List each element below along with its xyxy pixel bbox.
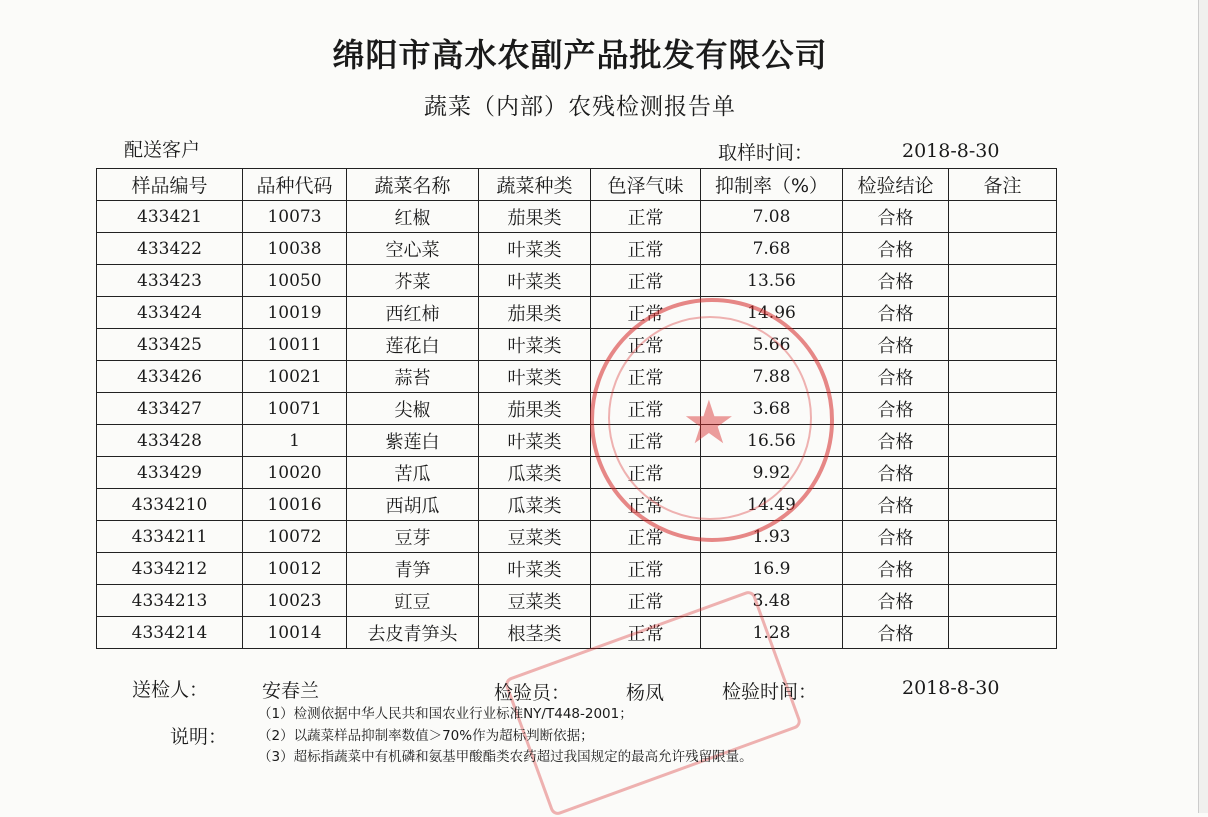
table-row bbox=[97, 489, 1057, 521]
table-row bbox=[97, 329, 1057, 361]
remarks-cell bbox=[949, 201, 1057, 233]
conclusion-cell: 合格 bbox=[843, 233, 949, 265]
sample-id-cell: 4334212 bbox=[97, 553, 243, 585]
conclusion-cell: 合格 bbox=[843, 265, 949, 297]
inhibition-rate-cell: 7.68 bbox=[701, 233, 843, 265]
remarks-cell bbox=[949, 585, 1057, 617]
variety-code-cell: 10012 bbox=[243, 553, 347, 585]
inhibition-rate-cell: 16.56 bbox=[701, 425, 843, 457]
inhibition-rate-cell: 14.96 bbox=[701, 297, 843, 329]
vegetable-type-cell: 豆菜类 bbox=[479, 585, 591, 617]
table-row bbox=[97, 297, 1057, 329]
report-subtitle: 蔬菜（内部）农残检测报告单 bbox=[424, 94, 736, 120]
note-line: （2）以蔬菜样品抑制率数值＞70%作为超标判断依据； bbox=[258, 728, 594, 744]
vegetable-type-cell: 茄果类 bbox=[479, 393, 591, 425]
sample-id-cell: 433424 bbox=[97, 297, 243, 329]
color-odor-cell: 正常 bbox=[591, 393, 701, 425]
remarks-cell bbox=[949, 425, 1057, 457]
table-row bbox=[97, 233, 1057, 265]
variety-code-cell: 10023 bbox=[243, 585, 347, 617]
variety-code-cell: 10073 bbox=[243, 201, 347, 233]
color-odor-cell: 正常 bbox=[591, 521, 701, 553]
vegetable-type-cell: 叶菜类 bbox=[479, 425, 591, 457]
vegetable-type-cell: 瓜菜类 bbox=[479, 489, 591, 521]
table-row bbox=[97, 617, 1057, 649]
conclusion-cell: 合格 bbox=[843, 521, 949, 553]
variety-code-cell: 10019 bbox=[243, 297, 347, 329]
variety-code-cell: 10014 bbox=[243, 617, 347, 649]
sample-time-value: 2018-8-30 bbox=[902, 140, 1000, 162]
inhibition-rate-cell: 9.92 bbox=[701, 457, 843, 489]
column-header-variety-code: 品种代码 bbox=[243, 169, 347, 201]
sample-id-cell: 433429 bbox=[97, 457, 243, 489]
conclusion-cell: 合格 bbox=[843, 489, 949, 521]
table-row bbox=[97, 425, 1057, 457]
color-odor-cell: 正常 bbox=[591, 201, 701, 233]
check-time-label: 检验时间： bbox=[722, 681, 818, 703]
color-odor-cell: 正常 bbox=[591, 233, 701, 265]
sample-id-cell: 433425 bbox=[97, 329, 243, 361]
vegetable-name-cell: 尖椒 bbox=[347, 393, 479, 425]
variety-code-cell: 10072 bbox=[243, 521, 347, 553]
inhibition-rate-cell: 14.49 bbox=[701, 489, 843, 521]
inspection-table bbox=[96, 168, 1057, 649]
column-header-inhibition-rate: 抑制率（%） bbox=[701, 169, 843, 201]
conclusion-cell: 合格 bbox=[843, 393, 949, 425]
vegetable-type-cell: 茄果类 bbox=[479, 297, 591, 329]
remarks-cell bbox=[949, 361, 1057, 393]
customer-label: 配送客户 bbox=[124, 139, 201, 161]
table-header-row bbox=[97, 169, 1057, 201]
sample-id-cell: 4334211 bbox=[97, 521, 243, 553]
vegetable-name-cell: 去皮青笋头 bbox=[347, 617, 479, 649]
sample-id-cell: 433422 bbox=[97, 233, 243, 265]
variety-code-cell: 1 bbox=[243, 425, 347, 457]
sample-id-cell: 433428 bbox=[97, 425, 243, 457]
remarks-cell bbox=[949, 553, 1057, 585]
vegetable-type-cell: 叶菜类 bbox=[479, 361, 591, 393]
vegetable-name-cell: 蒜苔 bbox=[347, 361, 479, 393]
vegetable-name-cell: 西红柿 bbox=[347, 297, 479, 329]
variety-code-cell: 10011 bbox=[243, 329, 347, 361]
remarks-cell bbox=[949, 297, 1057, 329]
conclusion-cell: 合格 bbox=[843, 553, 949, 585]
color-odor-cell: 正常 bbox=[591, 585, 701, 617]
color-odor-cell: 正常 bbox=[591, 489, 701, 521]
sample-id-cell: 4334213 bbox=[97, 585, 243, 617]
column-header-conclusion: 检验结论 bbox=[843, 169, 949, 201]
remarks-cell bbox=[949, 393, 1057, 425]
vegetable-type-cell: 叶菜类 bbox=[479, 329, 591, 361]
vegetable-name-cell: 芥菜 bbox=[347, 265, 479, 297]
vegetable-name-cell: 紫莲白 bbox=[347, 425, 479, 457]
column-header-vegetable-type: 蔬菜种类 bbox=[479, 169, 591, 201]
column-header-sample-id: 样品编号 bbox=[97, 169, 243, 201]
conclusion-cell: 合格 bbox=[843, 297, 949, 329]
note-line: （1）检测依据中华人民共和国农业行业标准NY/T448-2001； bbox=[258, 706, 633, 722]
inhibition-rate-cell: 16.9 bbox=[701, 553, 843, 585]
inhibition-rate-cell: 7.88 bbox=[701, 361, 843, 393]
conclusion-cell: 合格 bbox=[843, 425, 949, 457]
sample-id-cell: 433426 bbox=[97, 361, 243, 393]
conclusion-cell: 合格 bbox=[843, 617, 949, 649]
remarks-cell bbox=[949, 521, 1057, 553]
sample-id-cell: 433421 bbox=[97, 201, 243, 233]
note-line: （3）超标指蔬菜中有机磷和氨基甲酸酯类农药超过我国规定的最高允许残留限量。 bbox=[258, 749, 753, 765]
variety-code-cell: 10038 bbox=[243, 233, 347, 265]
color-odor-cell: 正常 bbox=[591, 457, 701, 489]
sample-id-cell: 433427 bbox=[97, 393, 243, 425]
color-odor-cell: 正常 bbox=[591, 361, 701, 393]
vegetable-name-cell: 青笋 bbox=[347, 553, 479, 585]
color-odor-cell: 正常 bbox=[591, 425, 701, 457]
vegetable-name-cell: 西胡瓜 bbox=[347, 489, 479, 521]
vegetable-name-cell: 莲花白 bbox=[347, 329, 479, 361]
conclusion-cell: 合格 bbox=[843, 585, 949, 617]
sample-id-cell: 433423 bbox=[97, 265, 243, 297]
variety-code-cell: 10050 bbox=[243, 265, 347, 297]
remarks-cell bbox=[949, 489, 1057, 521]
vegetable-type-cell: 叶菜类 bbox=[479, 553, 591, 585]
inhibition-rate-cell: 3.48 bbox=[701, 585, 843, 617]
color-odor-cell: 正常 bbox=[591, 553, 701, 585]
column-header-remarks: 备注 bbox=[949, 169, 1057, 201]
color-odor-cell: 正常 bbox=[591, 297, 701, 329]
table-row bbox=[97, 265, 1057, 297]
table-row bbox=[97, 361, 1057, 393]
vegetable-type-cell: 叶菜类 bbox=[479, 233, 591, 265]
inhibition-rate-cell: 3.68 bbox=[701, 393, 843, 425]
vegetable-type-cell: 豆菜类 bbox=[479, 521, 591, 553]
table-row bbox=[97, 553, 1057, 585]
conclusion-cell: 合格 bbox=[843, 329, 949, 361]
vegetable-name-cell: 苦瓜 bbox=[347, 457, 479, 489]
inhibition-rate-cell: 1.28 bbox=[701, 617, 843, 649]
table-row bbox=[97, 393, 1057, 425]
inhibition-rate-cell: 1.93 bbox=[701, 521, 843, 553]
company-title: 绵阳市高水农副产品批发有限公司 bbox=[332, 36, 828, 74]
remarks-cell bbox=[949, 329, 1057, 361]
table-row bbox=[97, 457, 1057, 489]
variety-code-cell: 10016 bbox=[243, 489, 347, 521]
conclusion-cell: 合格 bbox=[843, 361, 949, 393]
vegetable-name-cell: 豆芽 bbox=[347, 521, 479, 553]
vegetable-type-cell: 叶菜类 bbox=[479, 265, 591, 297]
checker-label: 检验员： bbox=[494, 682, 571, 704]
inhibition-rate-cell: 13.56 bbox=[701, 265, 843, 297]
vegetable-type-cell: 茄果类 bbox=[479, 201, 591, 233]
remarks-cell bbox=[949, 457, 1057, 489]
sample-id-cell: 4334210 bbox=[97, 489, 243, 521]
sample-time-label: 取样时间： bbox=[718, 142, 814, 164]
color-odor-cell: 正常 bbox=[591, 617, 701, 649]
variety-code-cell: 10071 bbox=[243, 393, 347, 425]
variety-code-cell: 10021 bbox=[243, 361, 347, 393]
color-odor-cell: 正常 bbox=[591, 329, 701, 361]
table-row bbox=[97, 521, 1057, 553]
check-time-value: 2018-8-30 bbox=[902, 677, 1000, 699]
vegetable-type-cell: 瓜菜类 bbox=[479, 457, 591, 489]
color-odor-cell: 正常 bbox=[591, 265, 701, 297]
variety-code-cell: 10020 bbox=[243, 457, 347, 489]
conclusion-cell: 合格 bbox=[843, 201, 949, 233]
inspector-name: 安春兰 bbox=[262, 680, 320, 702]
column-header-color-odor: 色泽气味 bbox=[591, 169, 701, 201]
vegetable-type-cell: 根茎类 bbox=[479, 617, 591, 649]
column-header-vegetable-name: 蔬菜名称 bbox=[347, 169, 479, 201]
table-row bbox=[97, 585, 1057, 617]
remarks-cell bbox=[949, 265, 1057, 297]
inspector-label: 送检人： bbox=[132, 679, 209, 701]
vegetable-name-cell: 红椒 bbox=[347, 201, 479, 233]
remarks-cell bbox=[949, 617, 1057, 649]
remarks-cell bbox=[949, 233, 1057, 265]
notes-label: 说明： bbox=[170, 726, 228, 748]
inhibition-rate-cell: 7.08 bbox=[701, 201, 843, 233]
red-seal-stamp: ★ bbox=[590, 298, 834, 542]
page-edge bbox=[1198, 0, 1208, 813]
sample-id-cell: 4334214 bbox=[97, 617, 243, 649]
checker-name: 杨凤 bbox=[626, 682, 665, 704]
conclusion-cell: 合格 bbox=[843, 457, 949, 489]
table-row bbox=[97, 201, 1057, 233]
inhibition-rate-cell: 5.66 bbox=[701, 329, 843, 361]
vegetable-name-cell: 豇豆 bbox=[347, 585, 479, 617]
vegetable-name-cell: 空心菜 bbox=[347, 233, 479, 265]
